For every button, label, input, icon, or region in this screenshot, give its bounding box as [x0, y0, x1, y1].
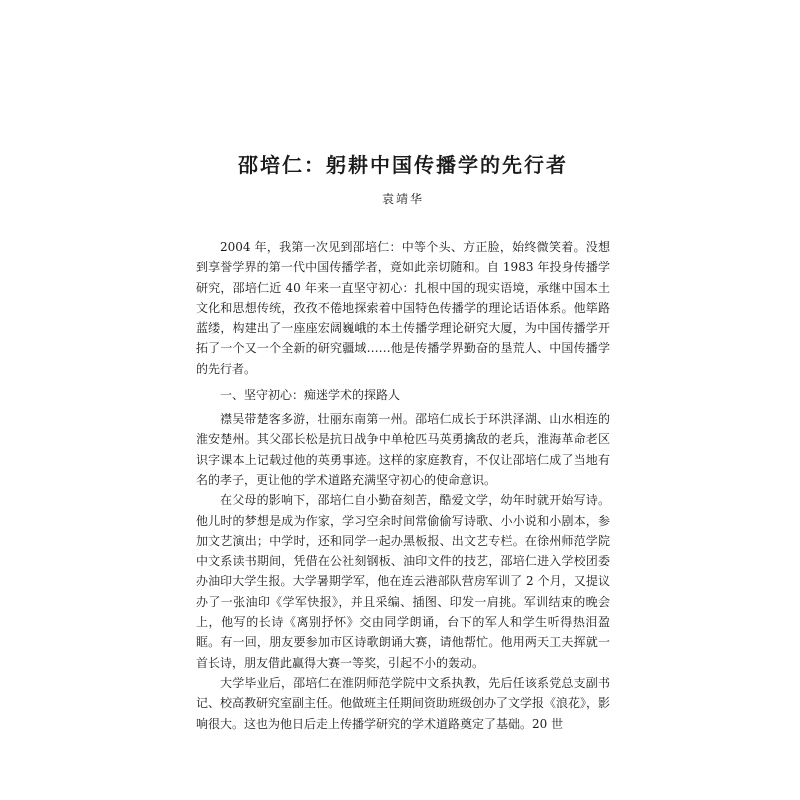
article-title: 邵培仁：躬耕中国传播学的先行者: [238, 153, 568, 177]
intro-paragraph: 2004 年，我第一次见到邵培仁：中等个头、方正脸，始终微笑着。没想到享誉学界的第一代中国传播学者，竟如此亲切随和。自 1983 年投身传播学研究，邵培仁近 40 年来一直坚守初心：扎根中国的现实语境，承继中国本土文化和思想传统，孜孜不倦地探索着中国特色传播学的理论话语体系。他筚路蓝缕，构建出了一座座宏阔巍峨的本土传播学理论研究大厦，为中国传播学开拓了一个又一个全新的研究疆域……他是传播学界勤奋的垦荒人、中国传播学的先行者。: [196, 240, 610, 376]
section-heading: 一、坚守初心：痴迷学术的探路人: [220, 388, 401, 403]
author-name: 袁靖华: [381, 192, 424, 206]
article-body: [196, 237, 610, 734]
body-paragraph: 襟吴带楚客多游，壮丽东南第一州。邵培仁成长于环洪泽湖、山水相连的淮安楚州。其父邵长松是抗日战争中单枪匹马英勇擒敌的老兵，淮海革命老区识字课本上记载过他的英勇事迹。这样的家庭教育，不仅让邵培仁成了当地有名的孝子，更让他的学术道路充满坚守初心的使命意识。: [196, 412, 610, 487]
body-paragraph: 大学毕业后，邵培仁在淮阴师范学院中文系执教，先后任该系党总支副书记、校高教研究室副主任。他做班主任期间资助班级创办了文学报《浪花》，影响很大。这也为他日后走上传播学研究的学术道路奠定了基础。20 世: [196, 675, 611, 731]
body-paragraph: 在父母的影响下，邵培仁自小勤奋刻苦，酷爱文学，幼年时就开始写诗。他儿时的梦想是成为作家，学习空余时间常偷偷写诗歌、小小说和小剧本，参加文艺演出；中学时，还和同学一起办黑板报、出文艺专栏。在徐州师范学院中文系读书期间，凭借在公社刻钢板、油印文件的技艺，邵培仁进入学校团委办油印大学生报。大学暑期学军，他在连云港部队营房军训了 2 个月，又提议办了一张油印《学军快报》，并且采编、插图、印发一肩挑。军训结束的晚会上，他写的长诗《离别抒怀》交由同学朗诵，台下的军人和学生听得热泪盈眶。有一回，朋友要参加市区诗歌朗诵大赛，请他帮忙。他用两天工夫挥就一首长诗，朋友借此赢得大赛一等奖，引起不小的轰动。: [196, 493, 610, 670]
